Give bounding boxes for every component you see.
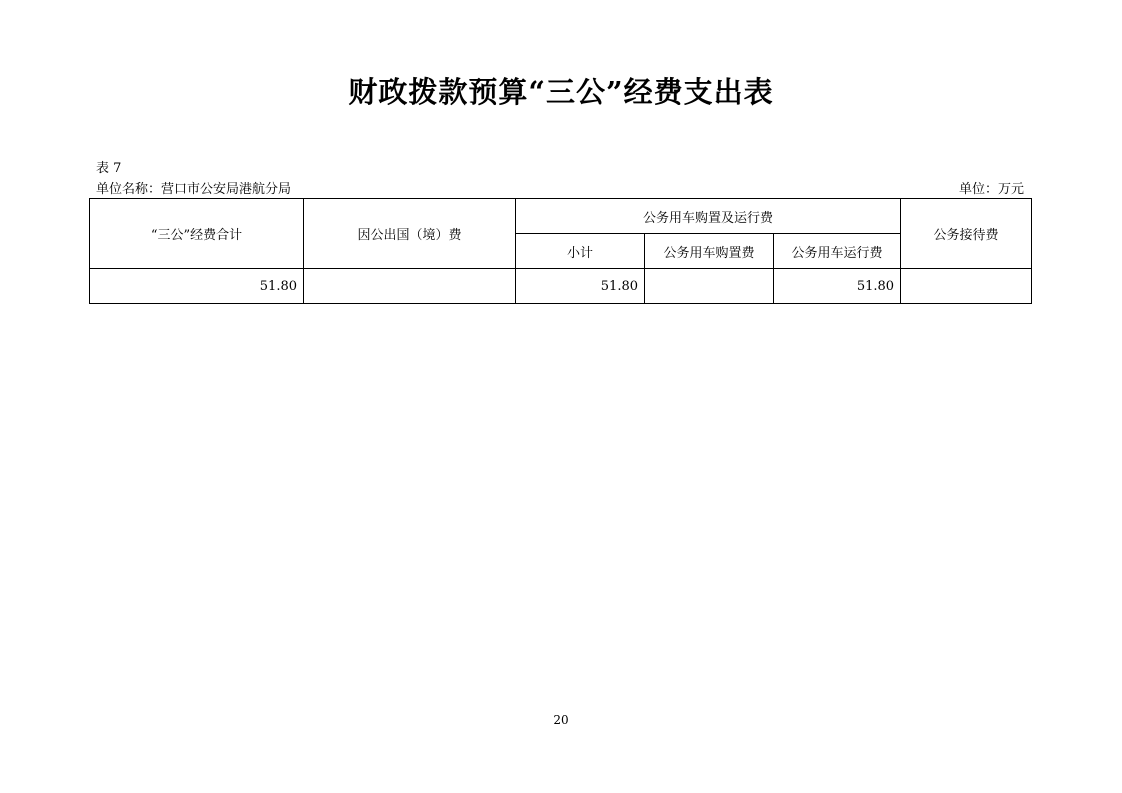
page-number: 20 [553, 713, 569, 727]
header-vehicle-operation: 公务用车运行费 [774, 234, 901, 269]
table-number: 表 7 [96, 161, 122, 176]
cell-abroad [304, 269, 516, 304]
cell-vehicle-subtotal: 51.80 [516, 269, 645, 304]
three-public-expense-table [89, 198, 1032, 304]
cell-total: 51.80 [90, 269, 304, 304]
header-vehicle-purchase: 公务用车购置费 [645, 234, 774, 269]
header-reception: 公务接待费 [901, 199, 1032, 269]
unit-label: 单位：万元 [958, 182, 1024, 197]
table-row [90, 269, 1032, 304]
cell-reception [901, 269, 1032, 304]
header-total: “三公”经费合计 [90, 199, 304, 269]
header-row-1 [90, 199, 1032, 234]
header-vehicle-group: 公务用车购置及运行费 [516, 199, 901, 234]
header-vehicle-subtotal: 小计 [516, 234, 645, 269]
cell-vehicle-operation: 51.80 [774, 269, 901, 304]
cell-vehicle-purchase [645, 269, 774, 304]
unit-name: 单位名称：营口市公安局港航分局 [96, 182, 292, 197]
header-abroad: 因公出国（境）费 [304, 199, 516, 269]
page-title: 财政拨款预算“三公”经费支出表 [348, 75, 774, 109]
